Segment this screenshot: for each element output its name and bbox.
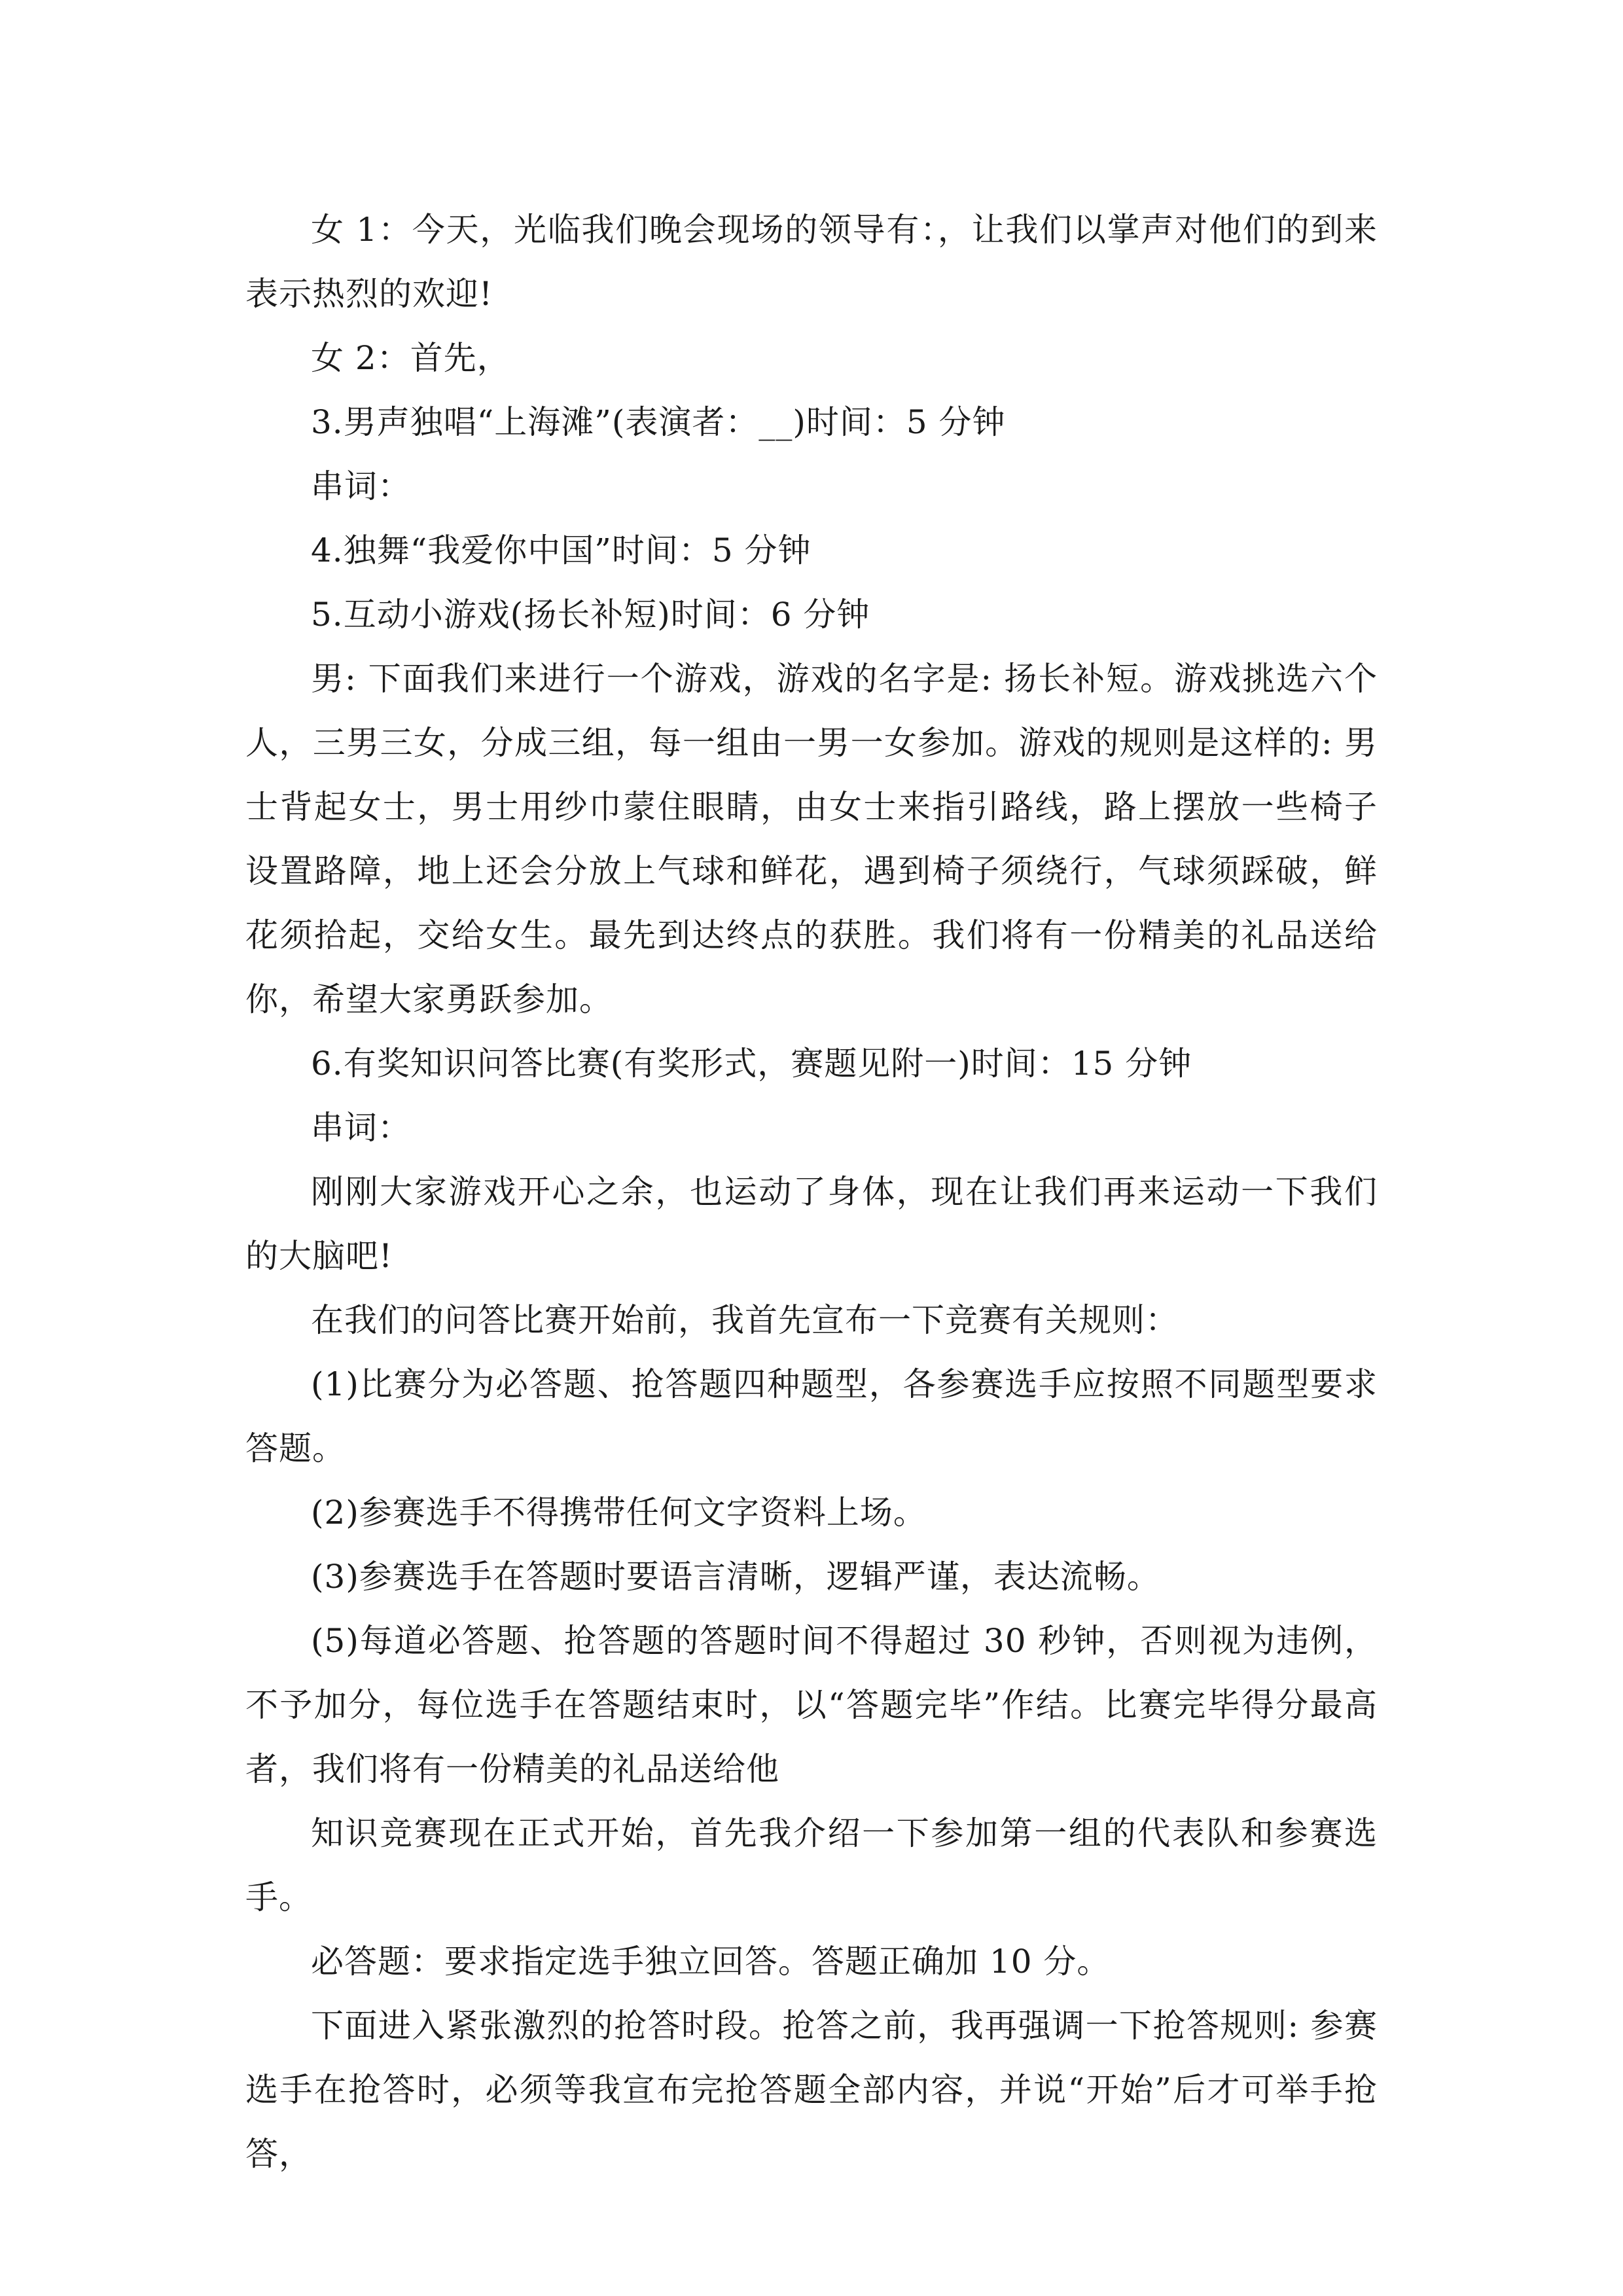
paragraph-item-6-quiz: 6.有奖知识问答比赛(有奖形式，赛题见附一)时间：15 分钟 xyxy=(311,1045,1192,1083)
paragraph-quiz-intro: 刚刚大家游戏开心之余，也运动了身体，现在让我们再来运动一下我们的大脑吧! xyxy=(245,1173,1378,1275)
paragraph-buzzer-rules: 下面进入紧张激烈的抢答时段。抢答之前，我再强调一下抢答规则: 参赛选手在抢答时，必须等我宣布完抢答题全部内容，并说“开始”后才可举手抢答， xyxy=(245,2007,1378,2173)
paragraph-item-3-solo-song: 3.男声独唱“上海滩”(表演者：__)时间：5 分钟 xyxy=(311,403,1006,441)
paragraph-contest-start: 知识竞赛现在正式开始，首先我介绍一下参加第一组的代表队和参赛选手。 xyxy=(245,1814,1378,1916)
paragraph-rules-announcement: 在我们的问答比赛开始前，我首先宣布一下竞赛有关规则： xyxy=(311,1301,1179,1339)
document-body xyxy=(245,198,1378,2186)
paragraph-rule-1: (1)比赛分为必答题、抢答题四种题型，各参赛选手应按照不同题型要求答题。 xyxy=(245,1365,1378,1467)
paragraph-rule-2: (2)参赛选手不得携带任何文字资料上场。 xyxy=(311,1494,927,1532)
paragraph-item-5-game: 5.互动小游戏(扬长补短)时间：6 分钟 xyxy=(311,596,870,634)
paragraph-rule-5: (5)每道必答题、抢答题的答题时间不得超过 30 秒钟，否则视为违例，不予加分，每位选手在答题结束时，以“答题完毕”作结。比赛完毕得分最高者，我们将有一份精美的礼品送给他 xyxy=(245,1622,1378,1788)
paragraph-rule-3: (3)参赛选手在答题时要语言清晰，逻辑严谨，表达流畅。 xyxy=(311,1558,1160,1596)
paragraph-female2-first: 女 2：首先， xyxy=(311,339,510,377)
paragraph-required-questions: 必答题：要求指定选手独立回答。答题正确加 10 分。 xyxy=(311,1943,1111,1981)
paragraph-welcome-leaders: 女 1：今天，光临我们晚会现场的领导有：，让我们以掌声对他们的到来表示热烈的欢迎! xyxy=(245,211,1378,313)
paragraph-transition-label: 串词： xyxy=(311,1109,411,1147)
paragraph-transition-label: 串词： xyxy=(311,467,411,505)
paragraph-item-4-solo-dance: 4.独舞“我爱你中国”时间：5 分钟 xyxy=(311,531,812,569)
paragraph-game-rules: 男: 下面我们来进行一个游戏，游戏的名字是: 扬长补短。游戏挑选六个人，三男三女，分成三组，每一组由一男一女参加。游戏的规则是这样的: 男士背起女士，男士用纱巾蒙住眼睛，由女士来指引路线，路上摆放一些椅子设置路障，地上还会分放上气球和鲜花，遇到椅子须绕行，气球须踩破，鲜花须拾起，交给女生。最先到达终点的获胜。我们将有一份精美的礼品送给你，希望大家勇跃参加。 xyxy=(245,660,1378,1018)
